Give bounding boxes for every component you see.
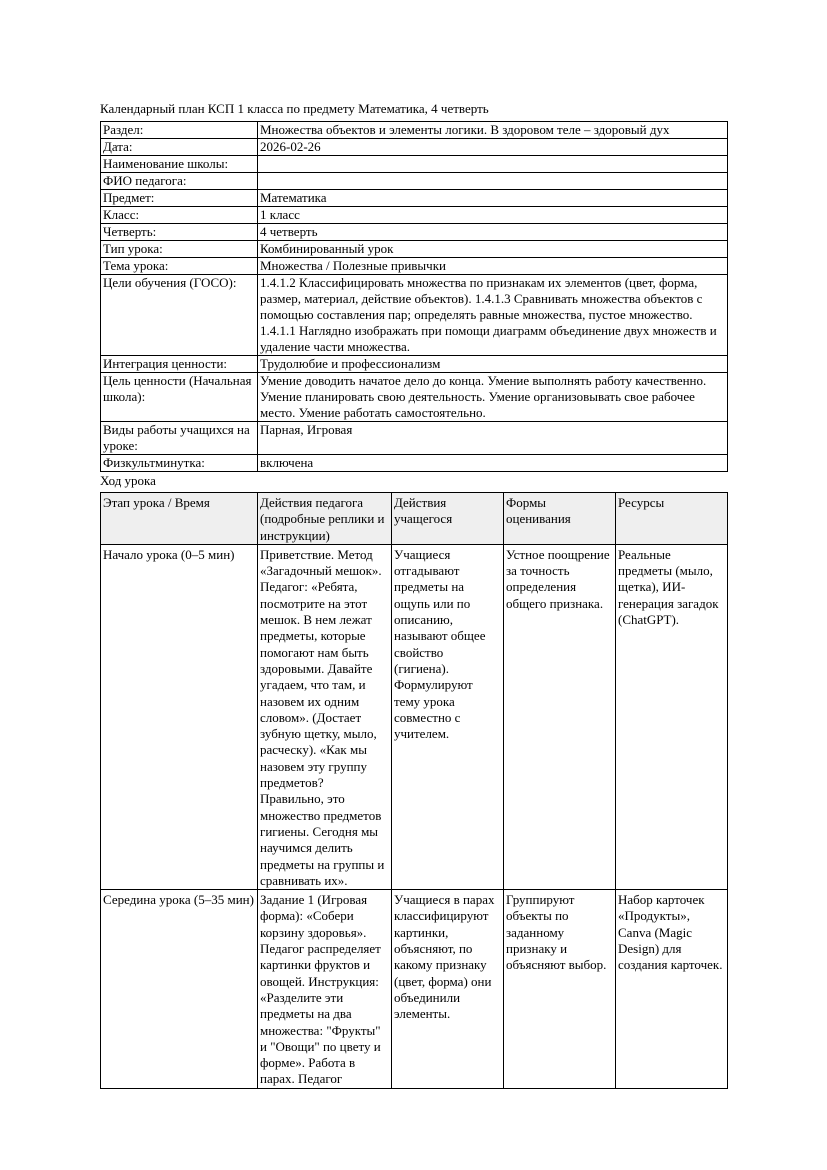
header-assessment: Формы оценивания bbox=[504, 493, 616, 545]
teacher-cell: Приветствие. Метод «Загадочный мешок». Педагог: «Ребята, посмотрите на этот мешок. В нем лежат предметы, которые помогают нам быть здоровыми. Давайте угадаем, что там, и назовем их одним словом». (Достает зубную щетку, мыло, расческу). «Как мы назовем эту группу предметов? Правильно, это множество предметов гигиены. Сегодня мы научимся делить предметы на группы и сравнивать их». bbox=[258, 544, 392, 889]
info-label: Цель ценности (Начальная школа): bbox=[101, 373, 258, 422]
info-value: 1 класс bbox=[258, 207, 728, 224]
info-label: Физкультминутка: bbox=[101, 455, 258, 472]
info-row-school bbox=[101, 156, 728, 173]
lesson-row-start bbox=[101, 544, 728, 889]
info-value: Комбинированный урок bbox=[258, 241, 728, 258]
header-resources: Ресурсы bbox=[616, 493, 728, 545]
info-row-class bbox=[101, 207, 728, 224]
info-value: 4 четверть bbox=[258, 224, 728, 241]
info-row-topic bbox=[101, 258, 728, 275]
info-value: Множества объектов и элементы логики. В здоровом теле – здоровый дух bbox=[258, 122, 728, 139]
lesson-row-middle bbox=[101, 890, 728, 1089]
lesson-table bbox=[100, 492, 728, 1089]
info-row-section bbox=[101, 122, 728, 139]
info-value: Парная, Игровая bbox=[258, 422, 728, 455]
info-value: Умение доводить начатое дело до конца. Умение выполнять работу качественно. Умение планировать свою деятельность. Умение организовывать свое рабочее место. Умение работать самостоятельно. bbox=[258, 373, 728, 422]
info-label: Четверть: bbox=[101, 224, 258, 241]
info-row-date bbox=[101, 139, 728, 156]
document-title: Календарный план КСП 1 класса по предмету Математика, 4 четверть bbox=[100, 101, 489, 116]
stage-cell: Середина урока (5–35 мин) bbox=[101, 890, 258, 1089]
info-value: включена bbox=[258, 455, 728, 472]
assessment-cell: Устное поощрение за точность определения общего признака. bbox=[504, 544, 616, 889]
info-label: Тема урока: bbox=[101, 258, 258, 275]
info-label: Интеграция ценности: bbox=[101, 356, 258, 373]
info-value: Трудолюбие и профессионализм bbox=[258, 356, 728, 373]
lesson-section-title: Ход урока bbox=[100, 473, 156, 488]
info-value: Математика bbox=[258, 190, 728, 207]
header-stage: Этап урока / Время bbox=[101, 493, 258, 545]
info-row-goals bbox=[101, 275, 728, 356]
info-row-teacher bbox=[101, 173, 728, 190]
stage-cell: Начало урока (0–5 мин) bbox=[101, 544, 258, 889]
info-row-value-goal bbox=[101, 373, 728, 422]
info-label: Виды работы учащихся на уроке: bbox=[101, 422, 258, 455]
teacher-cell: Задание 1 (Игровая форма): «Собери корзину здоровья». Педагог распределяет картинки фруктов и овощей. Инструкция: «Разделите эти предметы на два множества: "Фрукты" и "Овощи" по цвету и форме». Работа в парах. Педагог bbox=[258, 890, 392, 1089]
students-cell: Учащиеся в парах классифицируют картинки, объясняют, по какому признаку (цвет, форма) они объединили элементы. bbox=[392, 890, 504, 1089]
info-row-work-types bbox=[101, 422, 728, 455]
info-row-physical-break bbox=[101, 455, 728, 472]
info-label: Раздел: bbox=[101, 122, 258, 139]
info-label: ФИО педагога: bbox=[101, 173, 258, 190]
info-row-quarter bbox=[101, 224, 728, 241]
header-teacher: Действия педагога (подробные реплики и инструкции) bbox=[258, 493, 392, 545]
assessment-cell: Группируют объекты по заданному признаку и объясняют выбор. bbox=[504, 890, 616, 1089]
info-value: 2026-02-26 bbox=[258, 139, 728, 156]
info-label: Дата: bbox=[101, 139, 258, 156]
students-cell: Учащиеся отгадывают предметы на ощупь или по описанию, называют общее свойство (гигиена). Формулируют тему урока совместно с учителем. bbox=[392, 544, 504, 889]
info-label: Цели обучения (ГОСО): bbox=[101, 275, 258, 356]
info-table bbox=[100, 121, 728, 472]
lesson-header-row bbox=[101, 493, 728, 545]
info-value bbox=[258, 173, 728, 190]
resources-cell: Реальные предметы (мыло, щетка), ИИ-генерация загадок (ChatGPT). bbox=[616, 544, 728, 889]
info-label: Предмет: bbox=[101, 190, 258, 207]
document-page bbox=[100, 101, 727, 1089]
info-label: Класс: bbox=[101, 207, 258, 224]
info-value: Множества / Полезные привычки bbox=[258, 258, 728, 275]
header-students: Действия учащегося bbox=[392, 493, 504, 545]
info-value: 1.4.1.2 Классифицировать множества по признакам их элементов (цвет, форма, размер, материал, действие объектов). 1.4.1.3 Сравнивать множества объектов с помощью составления пар; определять равные множества, пустое множество. 1.4.1.1 Наглядно изображать при помощи диаграмм объединение двух множеств и удаление части множества. bbox=[258, 275, 728, 356]
info-label: Наименование школы: bbox=[101, 156, 258, 173]
info-row-subject bbox=[101, 190, 728, 207]
info-label: Тип урока: bbox=[101, 241, 258, 258]
resources-cell: Набор карточек «Продукты», Canva (Magic Design) для создания карточек. bbox=[616, 890, 728, 1089]
info-row-value-integration bbox=[101, 356, 728, 373]
info-row-lesson-type bbox=[101, 241, 728, 258]
info-value bbox=[258, 156, 728, 173]
